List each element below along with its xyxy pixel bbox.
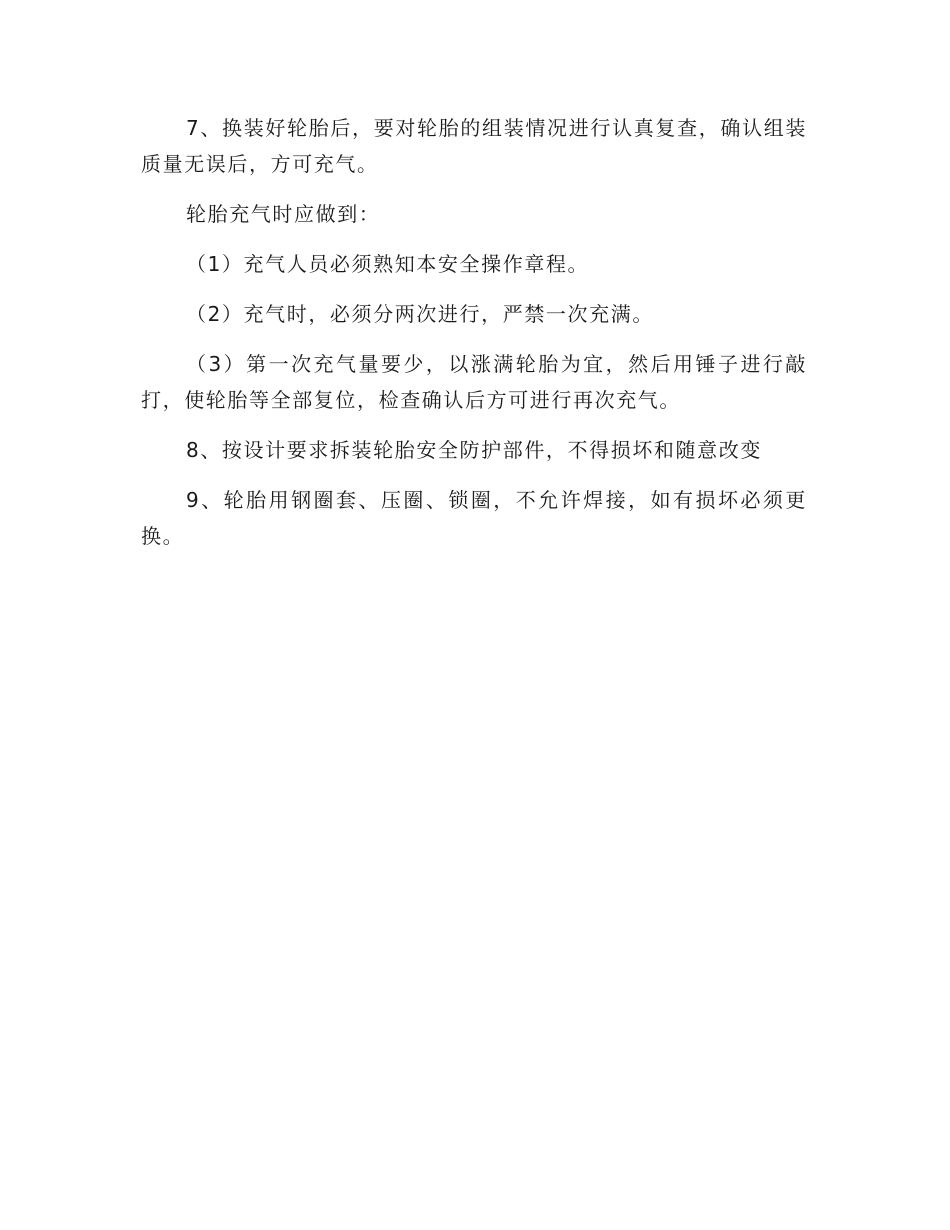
paragraph-inflation-2: （2）充气时，必须分两次进行，严禁一次充满。 bbox=[186, 302, 654, 326]
paragraph-item-7: 7、换装好轮胎后，要对轮胎的组装情况进行认真复查，确认组装质量无误后，方可充气。 bbox=[141, 116, 807, 176]
paragraph-inflation-1: （1）充气人员必须熟知本安全操作章程。 bbox=[186, 252, 590, 276]
paragraph-inflation-3: （3）第一次充气量要少，以涨满轮胎为宜，然后用锤子进行敲打，使轮胎等全部复位，检查确认后方可进行再次充气。 bbox=[141, 352, 807, 412]
document-body bbox=[141, 110, 807, 568]
paragraph-item-9: 9、轮胎用钢圈套、压圈、锁圈，不允许焊接，如有损坏必须更换。 bbox=[141, 488, 807, 548]
paragraph-item-8: 8、按设计要求拆装轮胎安全防护部件，不得损坏和随意改变 bbox=[186, 438, 762, 462]
paragraph-inflation-intro: 轮胎充气时应做到： bbox=[186, 202, 381, 226]
